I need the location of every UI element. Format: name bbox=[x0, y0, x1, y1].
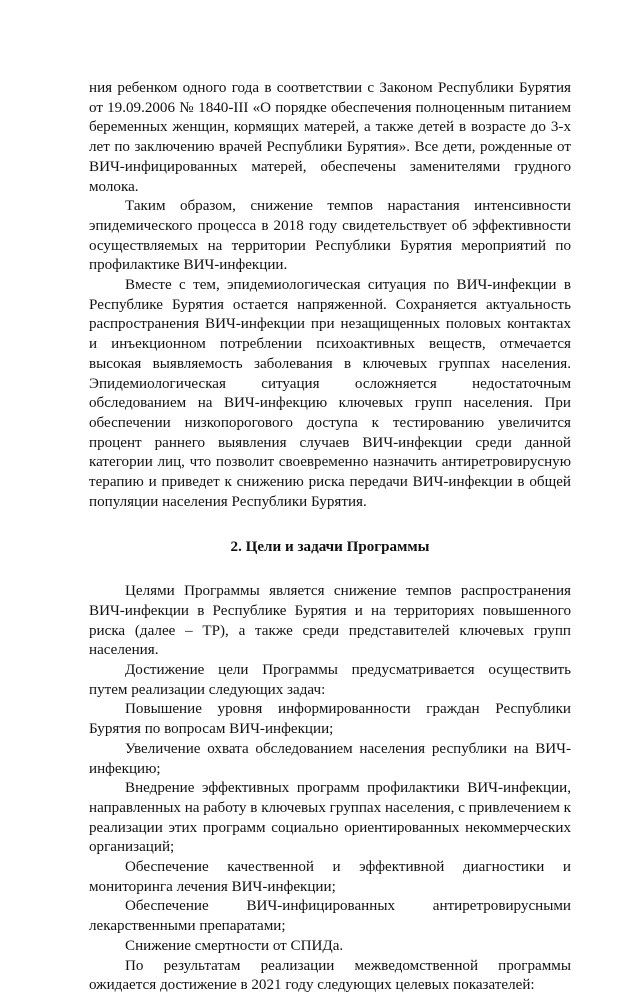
section-heading: 2. Цели и задачи Программы bbox=[230, 539, 430, 556]
task-item-testing-coverage: Увеличение охвата обследованием населения республики на ВИЧ-инфекцию; bbox=[89, 740, 571, 777]
paragraph-conclusion: Таким образом, снижение темпов нарастания интенсивности эпидемического процесса в 2018 году свидетельствует об эффективности осуществляемых на территории Республики Бурятия мероприятий по профилактике ВИЧ-инфекции. bbox=[89, 198, 571, 274]
paragraph-goals: Целями Программы является снижение темпов распространения ВИЧ-инфекции в Республике Бурятия и на территориях повышенного риска (далее – ТР), а также среди представителей ключевых групп населения. bbox=[89, 583, 571, 659]
paragraph-tasks-intro: Достижение цели Программы предусматривается осуществить путем реализации следующих задач: bbox=[89, 661, 571, 698]
paragraph-expected-results: По результатам реализации межведомственной программы ожидается достижение в 2021 году следующих целевых показателей: bbox=[89, 957, 571, 994]
task-item-diagnostics: Обеспечение качественной и эффективной диагностики и мониторинга лечения ВИЧ-инфекции; bbox=[89, 859, 571, 895]
task-item-prevention-programs: Внедрение эффективных программ профилактики ВИЧ-инфекции, направленных на работу в ключевых группах населения, с привлечением к реализации этих программ социально ориентированных некоммерческих организаций; bbox=[89, 780, 571, 856]
paragraph-epidemic-situation: Вместе с тем, эпидемиологическая ситуация по ВИЧ-инфекции в Республике Бурятия остается напряженной. Сохраняется актуальность распространения ВИЧ-инфекции при незащищенных половых контактах и инъекционном потреблении психоактивных веществ, отмечается высокая выявляемость заболевания в ключевых группах населения. Эпидемиологическая ситуация осложняется недостаточным обследованием на ВИЧ-инфекцию ключевых групп населения. При обеспечении низкопорогового доступа к тестированию увеличится процент раннего выявления случаев ВИЧ-инфекции среди данной категории лиц, что позволит своевременно назначить антиретровирусную терапию и приведет к снижению риска передачи ВИЧ-инфекции в общей популяции населения Республики Бурятия. bbox=[89, 277, 571, 510]
task-item-art-supply: Обеспечение ВИЧ-инфицированных антиретровирусными лекарственными препаратами; bbox=[89, 898, 571, 935]
document-page bbox=[89, 79, 571, 996]
task-item-mortality: Снижение смертности от СПИДа. bbox=[125, 937, 344, 954]
task-item-awareness: Повышение уровня информированности граждан Республики Бурятия по вопросам ВИЧ-инфекции; bbox=[89, 701, 571, 738]
paragraph-continuation: ния ребенком одного года в соответствии с Законом Республики Бурятия от 19.09.2006 № 1840-III «О порядке обеспечения полноценным питанием беременных женщин, кормящих матерей, а также детей в возрасте до 3-х лет по заключению врачей Республики Бурятия». Все дети, рожденные от ВИЧ-инфицированных матерей, обеспечены заменителями грудного молока. bbox=[89, 80, 571, 195]
